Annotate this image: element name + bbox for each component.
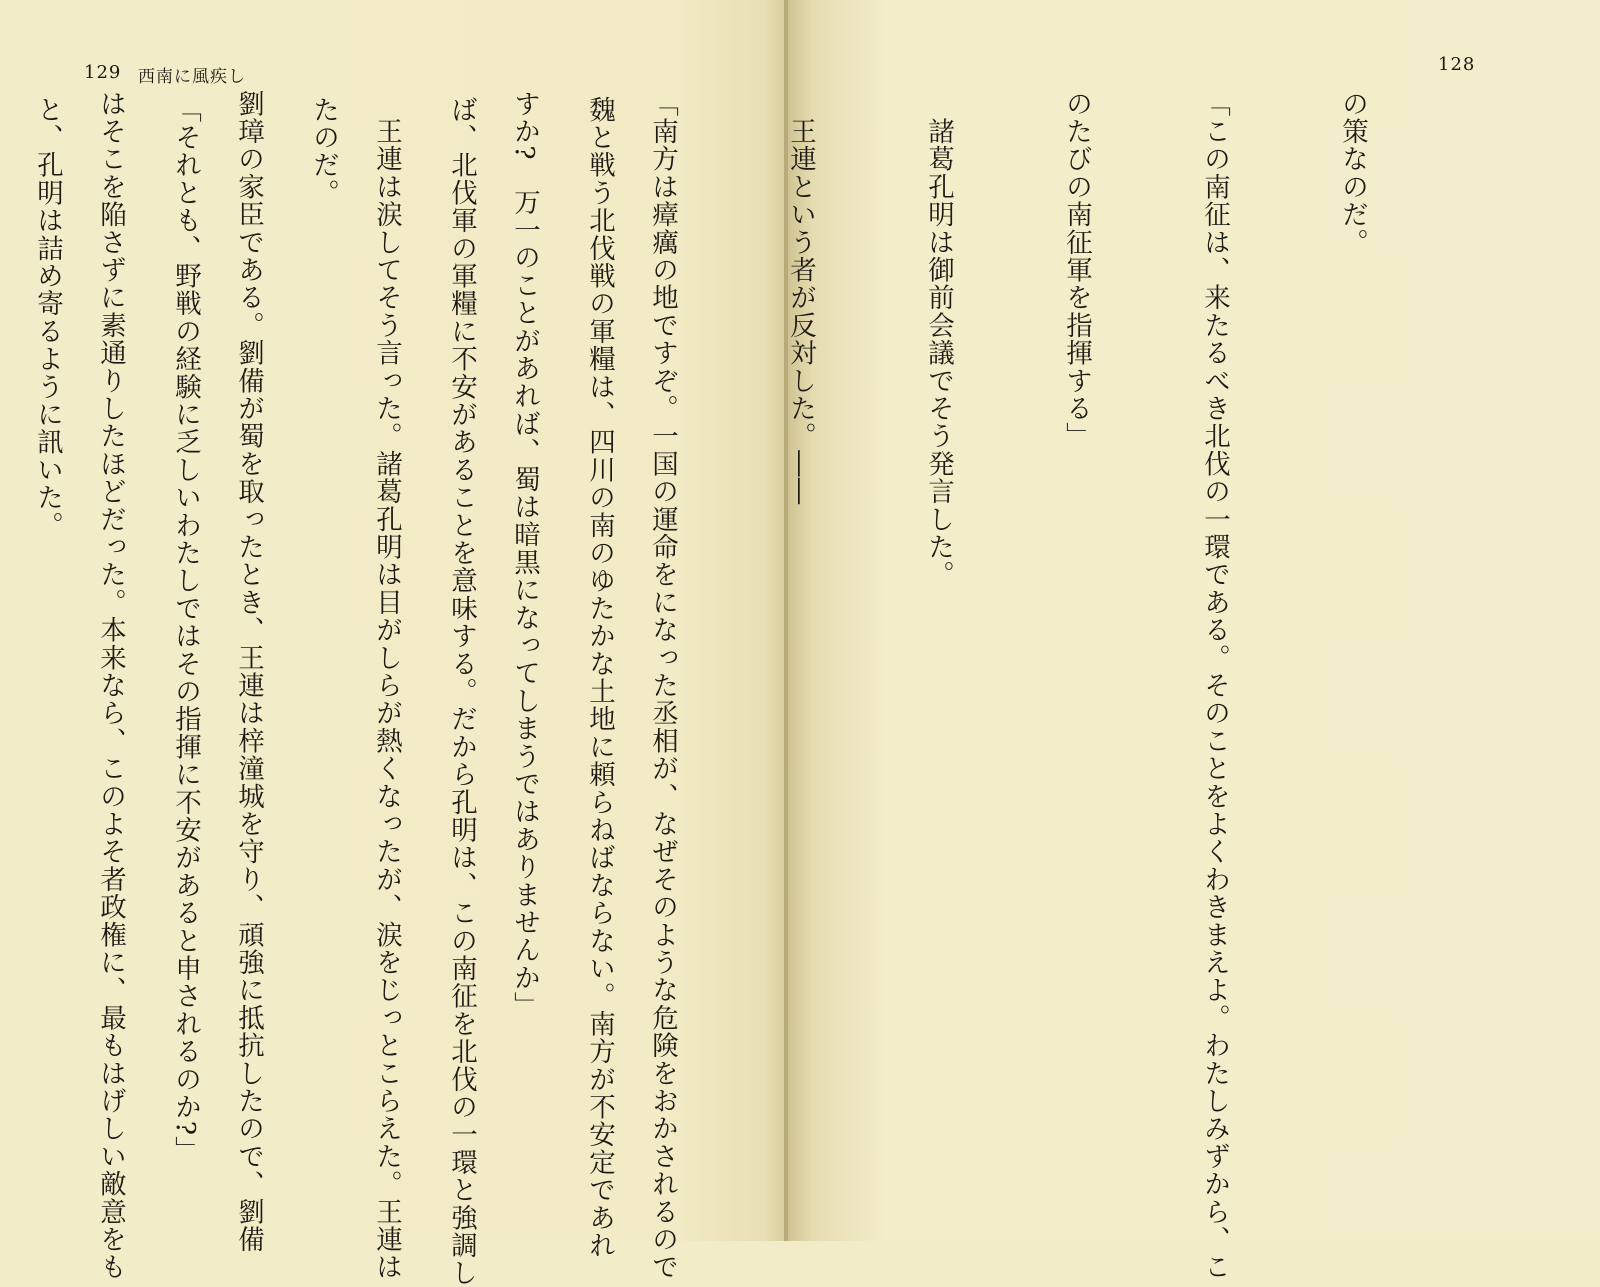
text-line: たのだ。 xyxy=(308,96,339,207)
text-line: 王連は涙してそう言った。諸葛孔明は目がしらが熱くなったが、涙をじっとこらえた。王連は xyxy=(371,90,402,1282)
running-title: 西南に風疾し xyxy=(138,67,246,87)
text-line: の策なのだ。 xyxy=(1337,90,1368,257)
text-line: 王連という者が反対した。―― xyxy=(785,90,816,506)
text-line: 諸葛孔明は御前会議でそう発言した。 xyxy=(923,90,954,589)
text-line: 劉璋の家臣である。劉備が蜀を取ったとき、王連は梓潼城を守り、頑強に抵抗したので、劉備 xyxy=(233,90,264,1254)
text-line: 「それとも、野戦の経験に乏しいわたしではその指揮に不安があると申されるのか?」 xyxy=(170,96,201,1165)
text-line: はそこを陥さずに素通りしたほどだった。本来なら、このよそ者政権に、最もはげしい敵意をも xyxy=(95,90,126,1282)
text-line: 「南方は瘴癘の地ですぞ。一国の運命をになった丞相が、なぜそのような危険をおかされるので xyxy=(647,90,678,1282)
text-line: 魏と戦う北伐戦の軍糧は、四川の南のゆたかな土地に頼らねばならない。南方が不安定であれ xyxy=(584,96,615,1260)
text-line: すか? 万一のことがあれば、蜀は暗黒になってしまうではありませんか」 xyxy=(509,90,540,1020)
text-line: のたびの南征軍を指揮する」 xyxy=(1061,90,1092,451)
text-line: 「この南征は、来たるべき北伐の一環である。そのことをよくわきまえよ。わたしみずから、こ xyxy=(1199,90,1230,1282)
text-line: ば、北伐軍の軍糧に不安があることを意味する。だから孔明は、この南征を北伐の一環と強調し xyxy=(446,96,477,1287)
text-line: と、孔明は詰め寄るように訊いた。 xyxy=(32,96,63,540)
page-number-left: 129 xyxy=(84,62,122,83)
page-number-right: 128 xyxy=(1438,54,1476,75)
